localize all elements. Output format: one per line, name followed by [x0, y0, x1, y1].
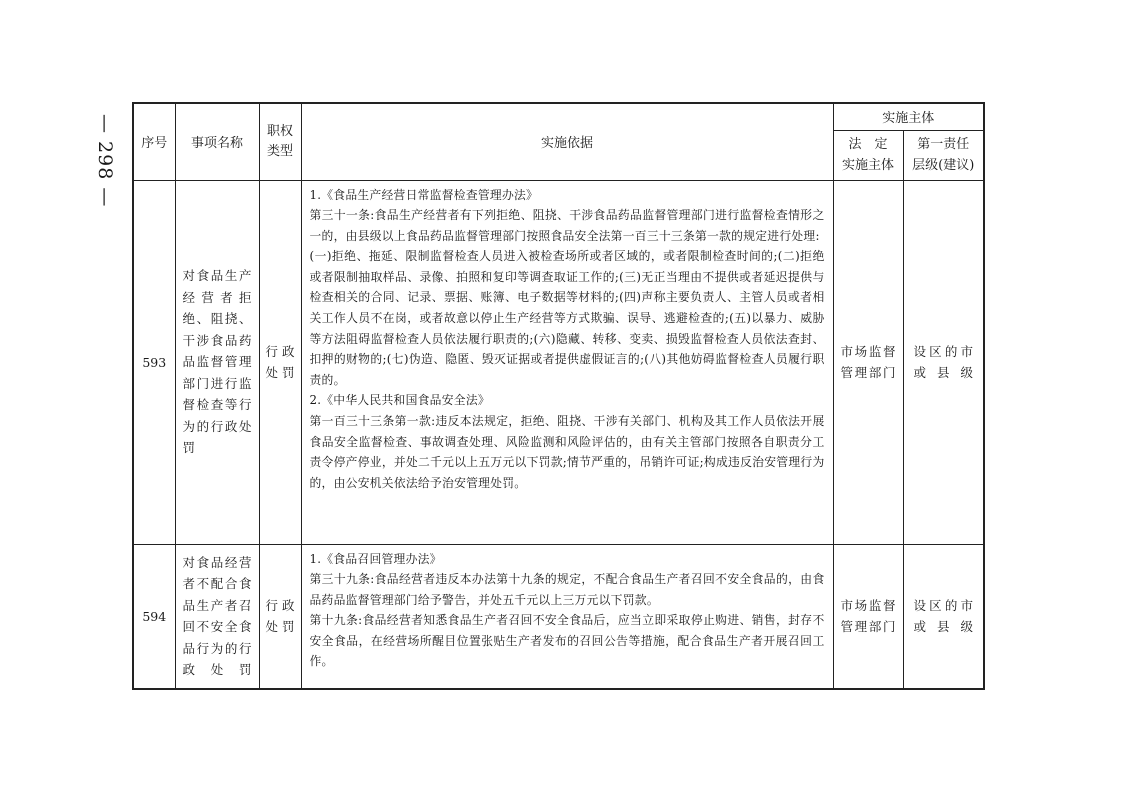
row-auth-type: 行政处罚 [259, 544, 301, 689]
basis-paragraph: 第十九条:食品经营者知悉食品生产者召回不安全食品后，应当立即采取停止购进、销售，封存不安全食品，在经营场所醒目位置张贴生产者发布的召回公告等措施，配合食品生产者开展召回工作。 [309, 613, 825, 669]
page-number-text: — 298 — [94, 114, 116, 208]
header-seq: 序号 [133, 103, 175, 180]
basis-paragraph: 第一百三十三条第一款:违反本法规定，拒绝、阻挠、干涉有关部门、机构及其工作人员依法开展食品安全监督检查、事故调查处理、风险监测和风险评估的，由有关主管部门按照各自职责分工责令停产停业，并处二千元以上五万元以下罚款;情节严重的，吊销许可证;构成违反治安管理行为的，由公安机关依法给予治安管理处罚。 [309, 414, 825, 490]
basis-paragraph: 1.《食品生产经营日常监督检查管理办法》 [309, 187, 539, 202]
table-row [133, 544, 984, 689]
row-item-name: 对食品生产经营者拒绝、阻挠、干涉食品药品监督管理部门进行监督检查等行为的行政处罚 [175, 180, 259, 544]
header-item-name: 事项名称 [175, 103, 259, 180]
header-basis: 实施依据 [301, 103, 833, 180]
basis-paragraph: 第三十九条:食品经营者违反本办法第十九条的规定，不配合食品生产者召回不安全食品的，由食品药品监督管理部门给予警告，并处五千元以上三万元以下罚款。 [309, 572, 825, 607]
row-basis [301, 544, 833, 689]
basis-paragraph: 2.《中华人民共和国食品安全法》 [309, 393, 490, 408]
basis-paragraph: 第三十一条:食品生产经营者有下列拒绝、阻挠、干涉食品药品监督管理部门进行监督检查情形之一的，由县级以上食品药品监督管理部门按照食品安全法第一百三十三条第一款的规定进行处理: [309, 208, 825, 243]
row-legal-subject: 市场监督管理部门 [833, 180, 903, 544]
basis-paragraph: 1.《食品召回管理办法》 [309, 551, 442, 566]
matters-table [132, 102, 985, 690]
page-number [90, 114, 120, 208]
row-auth-type: 行政处罚 [259, 180, 301, 544]
row-first-level: 设区的市或县级 [903, 544, 984, 689]
row-legal-subject: 市场监督管理部门 [833, 544, 903, 689]
basis-paragraph: (一)拒绝、拖延、限制监督检查人员进入被检查场所或者区域的，或者限制检查时间的;(二)拒绝或者限制抽取样品、录像、拍照和复印等调查取证工作的;(三)无正当理由不提供或者延迟提供与检查相关的合同、记录、票据、账簿、电子数据等材料的;(四)声称主要负责人、主管人员或者相关工作人员不在岗，或者故意以停止生产经营等方式欺骗、误导、逃避检查的;(五)以暴力、威胁等方法阻碍监督检查人员依法履行职责的;(六)隐藏、转移、变卖、损毁监督检查人员依法查封、扣押的财物的;(七)伪造、隐匿、毁灭证据或者提供虚假证言的;(八)其他妨碍监督检查人员履行职责的。 [309, 249, 825, 387]
header-subject: 实施主体 [833, 103, 984, 130]
row-seq: 594 [133, 544, 175, 689]
row-item-name: 对食品经营者不配合食品生产者召回不安全食品行为的行政处罚 [175, 544, 259, 689]
table-row [133, 180, 984, 544]
row-first-level: 设区的市或县级 [903, 180, 984, 544]
row-basis [301, 180, 833, 544]
header-auth-type: 职权 类型 [259, 103, 301, 180]
row-seq: 593 [133, 180, 175, 544]
header-legal-subject: 法 定 实施主体 [833, 130, 903, 180]
header-first-level: 第一责任 层级(建议) [903, 130, 984, 180]
